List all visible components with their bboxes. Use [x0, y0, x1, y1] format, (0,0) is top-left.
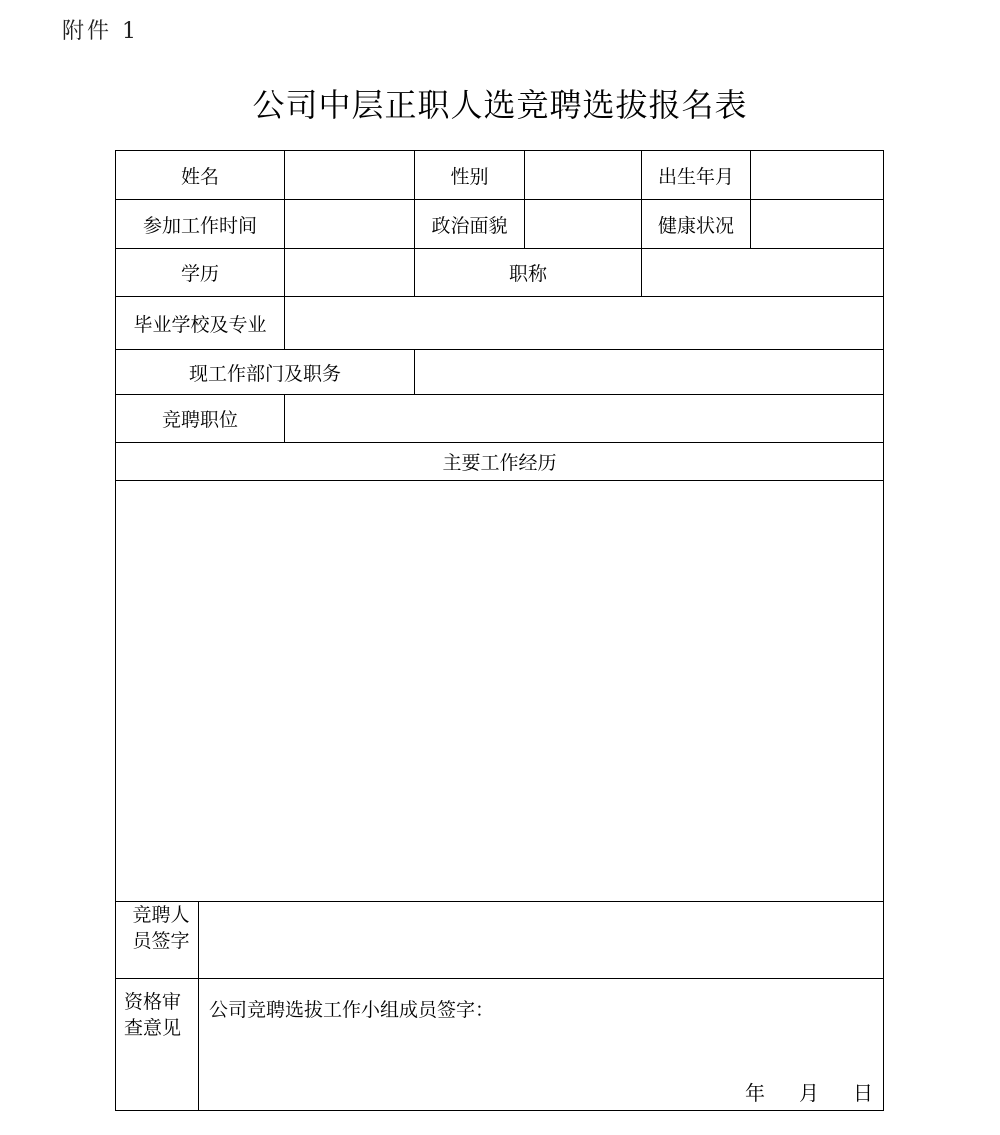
label-work-start: 参加工作时间 [115, 199, 285, 249]
label-work-history: 主要工作经历 [115, 442, 884, 481]
panel-signature-label: 公司竞聘选拔工作小组成员签字： [209, 999, 495, 1021]
school-major-field[interactable] [284, 296, 884, 350]
name-field[interactable] [284, 150, 415, 200]
review-opinion-field[interactable] [198, 978, 884, 1111]
label-gender: 性别 [414, 150, 525, 200]
label-school-major: 毕业学校及专业 [115, 296, 285, 350]
applicant-signature-field[interactable] [198, 901, 884, 979]
date-year-label: 年 [745, 1081, 765, 1105]
political-status-field[interactable] [524, 199, 642, 249]
label-applied-position: 竞聘职位 [115, 394, 285, 443]
gender-field[interactable] [524, 150, 642, 200]
date-month-label: 月 [799, 1081, 819, 1105]
birth-field[interactable] [750, 150, 884, 200]
registration-form [116, 151, 885, 1112]
label-professional-title: 职称 [414, 248, 642, 297]
applicant-label-line1: 竞聘人 [132, 904, 190, 926]
health-field[interactable] [750, 199, 884, 249]
review-label-line1: 资格审 [124, 991, 182, 1013]
label-political-status: 政治面貌 [414, 199, 525, 249]
professional-title-field[interactable] [641, 248, 884, 297]
date-day-label: 日 [853, 1081, 873, 1105]
annex-label: 附件 1 [62, 19, 139, 44]
label-education: 学历 [115, 248, 285, 297]
label-current-dept-position: 现工作部门及职务 [115, 349, 415, 395]
work-history-field[interactable] [115, 480, 884, 902]
work-start-field[interactable] [284, 199, 415, 249]
education-field[interactable] [284, 248, 415, 297]
label-birth: 出生年月 [641, 150, 751, 200]
review-label-line2: 查意见 [124, 1017, 182, 1039]
current-dept-position-field[interactable] [414, 349, 884, 395]
form-title: 公司中层正职人选竞聘选拔报名表 [252, 86, 748, 124]
applied-position-field[interactable] [284, 394, 884, 443]
label-applicant-signature [115, 901, 199, 979]
applicant-label-line2: 员签字 [132, 930, 190, 952]
label-health: 健康状况 [641, 199, 751, 249]
label-review-opinion [115, 978, 199, 1111]
review-date [745, 1077, 873, 1106]
label-name: 姓名 [115, 150, 285, 200]
